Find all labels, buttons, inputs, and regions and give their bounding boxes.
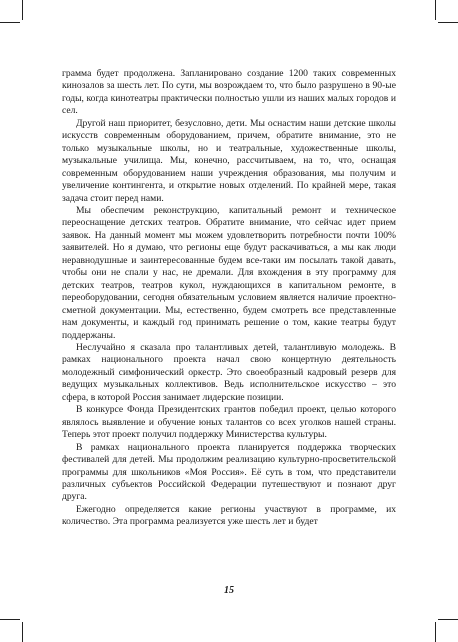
crop-mark bbox=[0, 619, 20, 620]
crop-mark bbox=[0, 22, 20, 23]
crop-mark bbox=[438, 619, 458, 620]
crop-mark bbox=[435, 0, 436, 20]
paragraph: В конкурсе Фонда Президентских грантов победил проект, целью которого являлось выявление и обучение юных талантов со всех уголков нашей страны. Теперь этот проект получил поддержку Министерства культуры. bbox=[62, 404, 396, 441]
crop-mark bbox=[435, 622, 436, 642]
paragraph: Другой наш приоритет, безусловно, дети. Мы оснастим наши детские школы искусств современным оборудованием, причем, обратите внимание, это не только музыкальные школы, но и театральные, художественные школы, музыкальные училища. Мы, конечно, рассчитываем, на то, что, оснащая современным оборудованием наши учреждения образования, мы получим и увеличение контингента, и открытие новых отделений. По крайней мере, такая задача стоит перед нами. bbox=[62, 117, 396, 204]
paragraph: В рамках национального проекта планируется поддержка творческих фестивалей для детей. Мы продолжим реализацию культурно-просветительской программы для школьников «Моя Россия». Её суть в том, что представители различных субъектов Российской Федерации путешествуют и познают друг друга. bbox=[62, 441, 396, 503]
paragraph: Неслучайно я сказала про талантливых детей, талантливую молодежь. В рамках национального проекта начал свою концертную деятельность молодежный симфонический оркестр. Это своеобразный кадровый резерв для ведущих музыкальных коллективов. Ведь исполнительское искусство – это сфера, в которой Россия занимает лидерские позиции. bbox=[62, 341, 396, 403]
crop-mark bbox=[22, 0, 23, 20]
body-text bbox=[62, 68, 396, 529]
crop-mark bbox=[438, 22, 458, 23]
paragraph: Мы обеспечим реконструкцию, капитальный ремонт и техническое переоснащение детских театров. Обратите внимание, что сейчас идет прием заявок. На данный момент мы можем удовлетворить потребности почти 100% заявителей. Но я думаю, что регионы еще будут раскачиваться, а мы как люди неравнодушные и заинтересованные будем все-таки им посылать такой давать, чтобы они не спали у нас, не дремали. Для вхождения в эту программу для детских театров, театров кукол, нуждающихся в капитальном ремонте, в переоборудовании, сегодня обязательным условием является наличие проектно-сметной документации. Мы, естественно, будем смотреть все представленные нам документы, и каждый год принимать решение о том, какие театры будут поддержаны. bbox=[62, 204, 396, 341]
paragraph: грамма будет продолжена. Запланировано создание 1200 таких современных кинозалов за шесть лет. По сути, мы возрождаем то, что было разрушено в 90-ые годы, когда кинотеатры практически полностью ушли из наших малых городов и сел. bbox=[62, 68, 396, 117]
paragraph: Ежегодно определяется какие регионы участвуют в программе, их количество. Эта программа реализуется уже шесть лет и будет bbox=[62, 503, 396, 528]
page-number: 15 bbox=[224, 585, 234, 596]
crop-mark bbox=[22, 622, 23, 642]
